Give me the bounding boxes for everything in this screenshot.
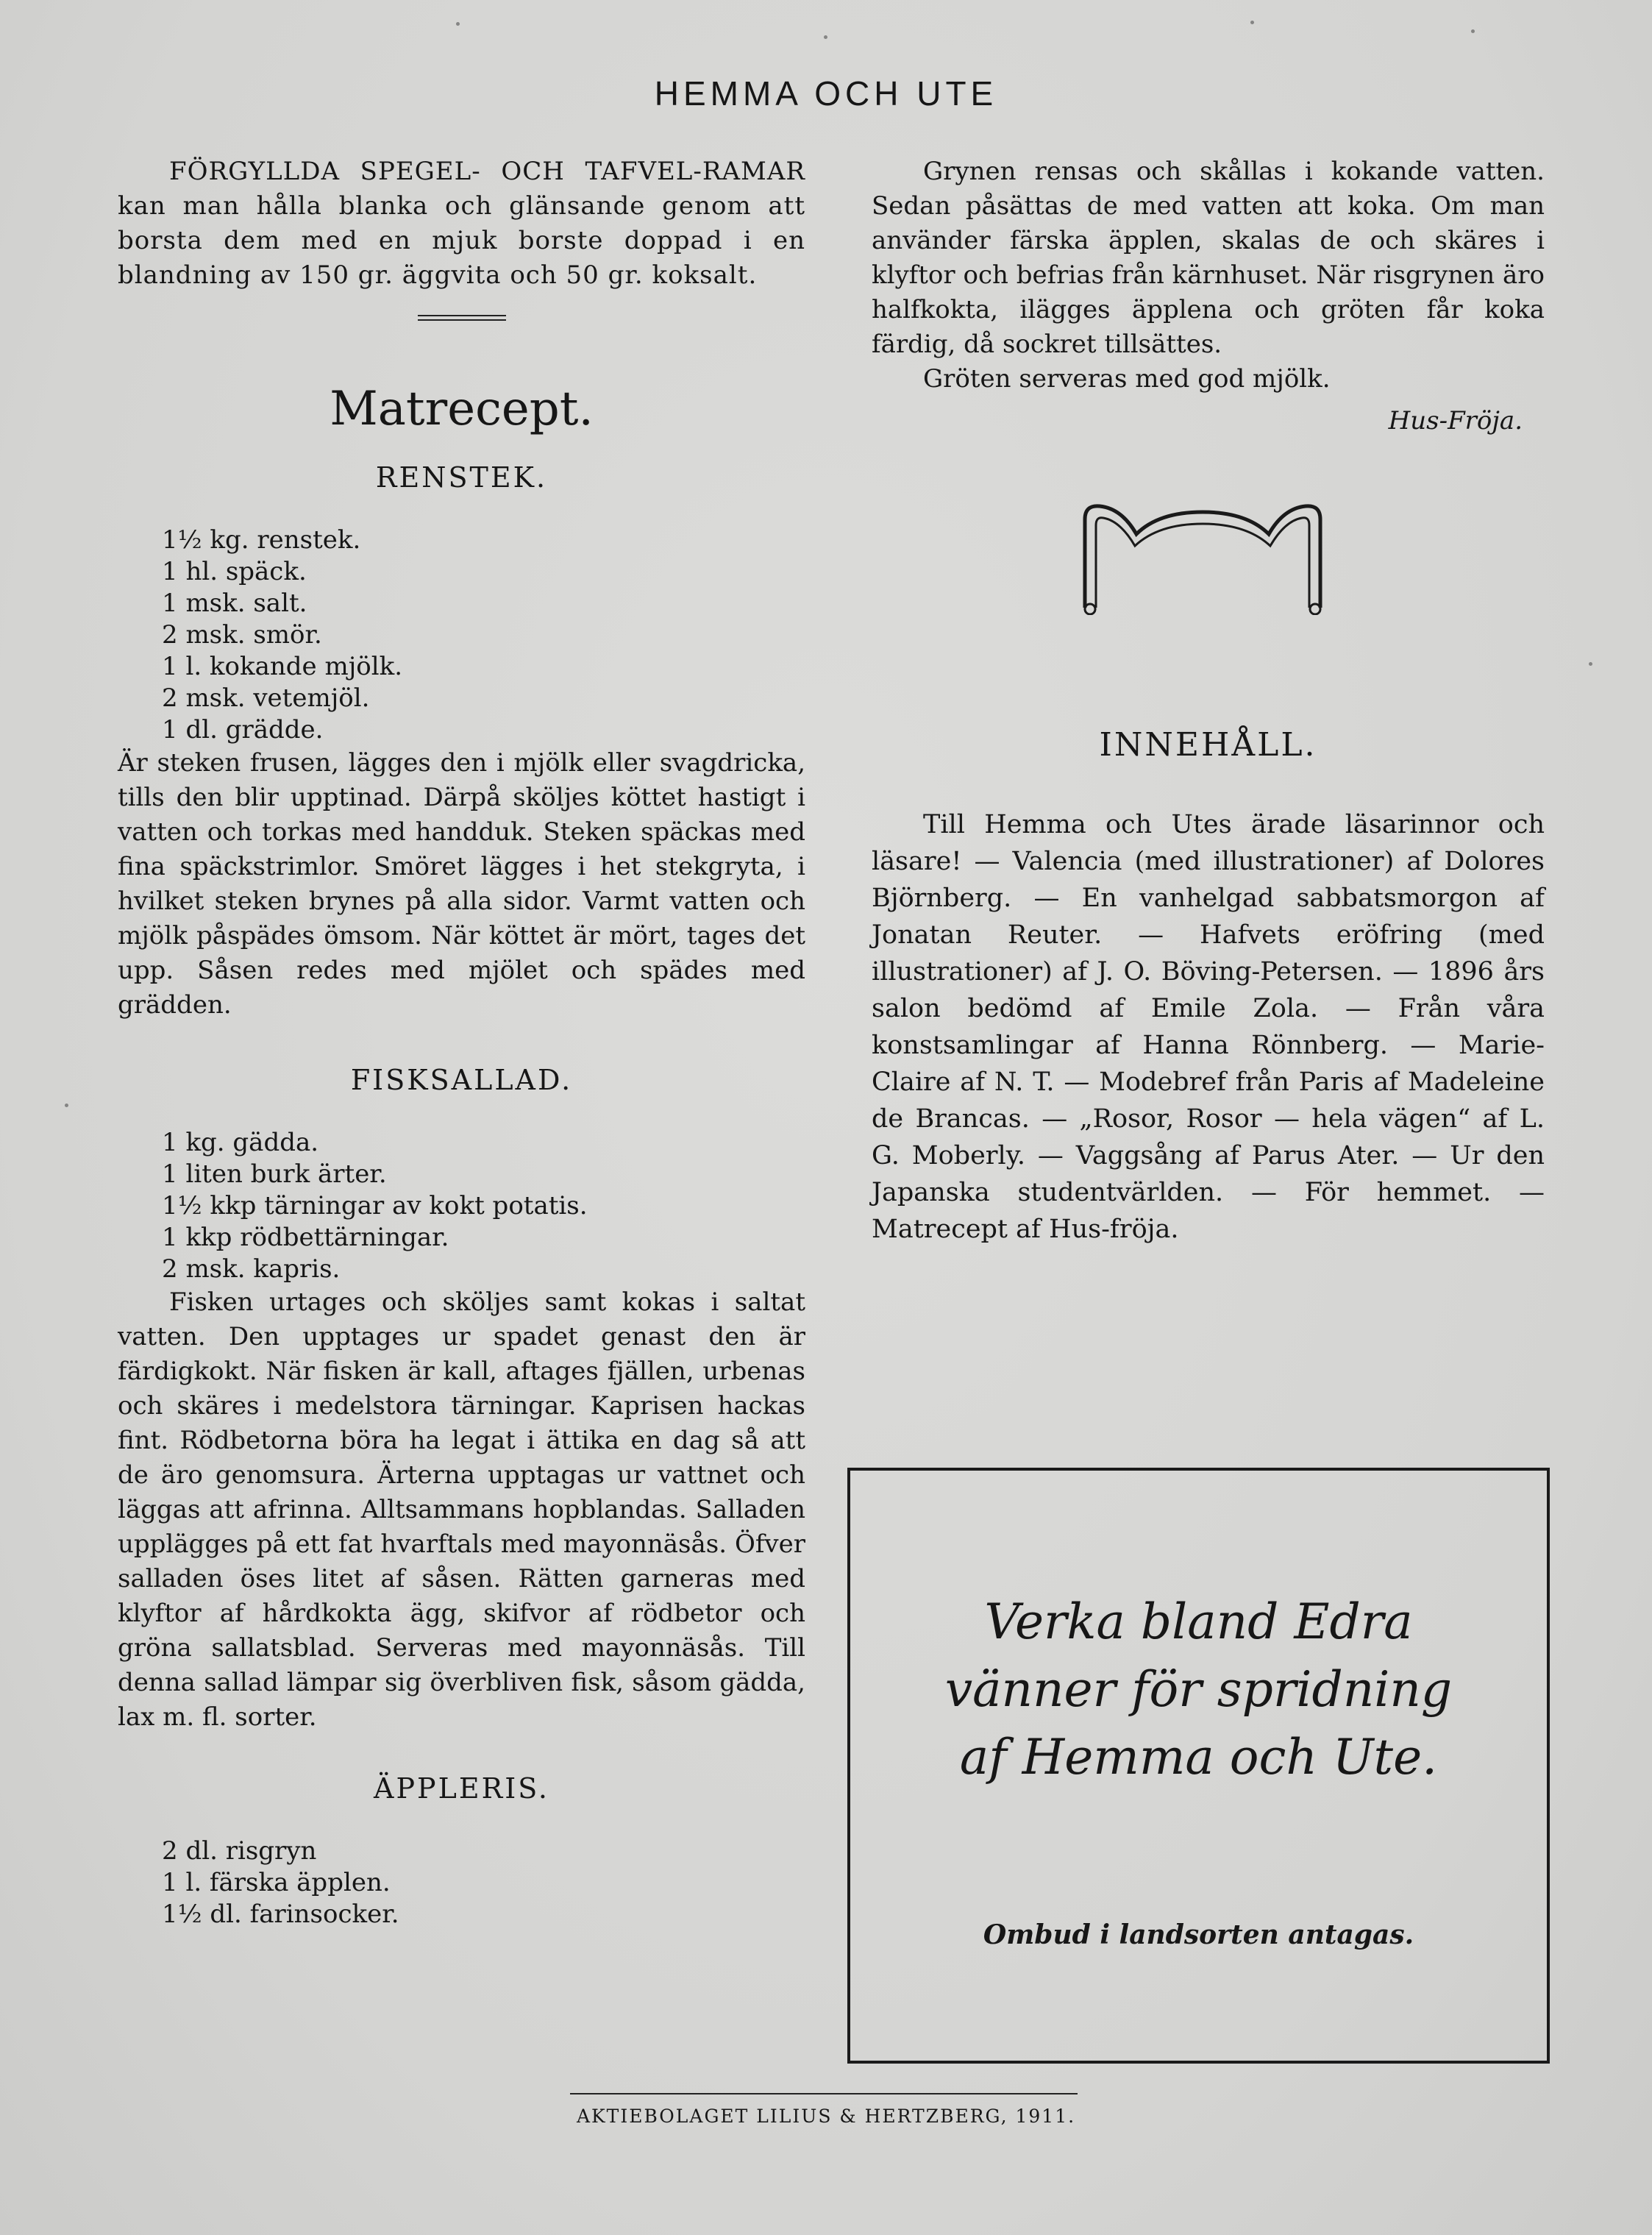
serving-note: Gröten serveras med god mjölk. — [923, 364, 1331, 394]
ingredient-item: 1½ kg. renstek. — [162, 525, 361, 555]
ingredient-item: 2 msk. vetemjöl. — [162, 683, 370, 713]
print-speck — [1589, 662, 1592, 666]
print-speck — [1250, 21, 1254, 24]
ad-headline-line: vänner för spridning — [944, 1661, 1453, 1718]
intro-paragraph: FÖRGYLLDA SPEGEL- OCH TAFVEL-RAMAR kan man hålla blanka och glänsande genom att borsta dem med en mjuk borste doppad i en blandning av 150 gr. äggvita och 50 gr. koksalt. — [118, 157, 805, 290]
signature: Hus-Fröja. — [1388, 406, 1523, 436]
print-speck — [65, 1104, 68, 1107]
ingredient-item: 1 liten burk ärter. — [162, 1159, 387, 1189]
colophon-rule — [570, 2093, 1078, 2094]
ingredient-item: 1 hl. späck. — [162, 557, 307, 586]
ingredient-item: 1 msk. salt. — [162, 589, 307, 618]
section-title: Matrecept. — [330, 382, 594, 436]
colophon: AKTIEBOLAGET LILIUS & HERTZBERG, 1911. — [576, 2106, 1076, 2127]
ingredient-item: 1 l. kokande mjölk. — [162, 652, 403, 681]
ingredient-list-renstek — [118, 525, 805, 746]
ad-headline-line: af Hemma och Ute. — [959, 1729, 1438, 1785]
ad-footer: Ombud i landsorten antagas. — [983, 1919, 1414, 1950]
section-divider — [418, 315, 506, 321]
ingredient-item: 1 dl. grädde. — [162, 715, 324, 745]
ingredient-item: 2 dl. risgryn — [162, 1836, 317, 1866]
toc-body: Till Hemma och Utes ärade läsarinnor och läsare! — Valencia (med illustrationer) af Dolores Björnberg. — En vanhelgad sabbatsmorgon af Jonatan Reuter. — Hafvets eröfring (med illustrationer) af J. O. Böving-Petersen. — 1896 års salon bedömd af Emile Zola. — Från våra konstsamlingar af Hanna Rönnberg. — Marie-Claire af N. T. — Modebref från Paris af Madeleine de Brancas. — „Rosor, Rosor — hela vägen“ af L. G. Moberly. — Vaggsång af Parus Ater. — Ur den Japanska studentvärlden. — För hemmet. — Matrecept af Hus-fröja. — [872, 810, 1545, 1244]
ingredient-list-fisksallad — [118, 1127, 805, 1285]
ingredient-item: 1 kkp rödbettärningar. — [162, 1223, 449, 1252]
ingredient-item: 1 kg. gädda. — [162, 1128, 319, 1157]
ad-headline-line: Verka bland Edra — [984, 1593, 1413, 1650]
print-speck — [824, 35, 827, 39]
advertisement-box — [847, 1468, 1550, 2064]
toc-title: INNEHÅLL. — [1099, 726, 1317, 764]
recipe-instructions-renstek: Är steken frusen, lägges den i mjölk eller svagdricka, tills den blir upptinad. Därpå sköljes köttet hastigt i vatten och torkas med handduk. Steken späckas med fina späckstrimlor. Smöret lägges i het stekgryta, i hvilket steken brynes på alla sidor. Varmt vatten och mjölk påspädes ömsom. När köttet är mört, tages det upp. Såsen redes med mjölet och spädes med grädden. — [118, 748, 805, 1020]
recipe-title-fisksallad: FISKSALLAD. — [350, 1064, 573, 1096]
right-column — [872, 154, 1545, 1248]
ingredient-item: 2 msk. kapris. — [162, 1254, 341, 1284]
ingredient-item: 1½ dl. farinsocker. — [162, 1900, 399, 1929]
recipe-title-renstek: RENSTEK. — [375, 461, 548, 494]
ingredient-list-appleris — [118, 1836, 805, 1930]
print-speck — [456, 22, 460, 26]
recipe-title-applerис: ÄPPLERIS. — [374, 1772, 549, 1805]
ornament-icon — [1070, 490, 1335, 615]
recipe-continuation: Grynen rensas och skållas i kokande vatten. Sedan påsättas de med vatten att koka. Om man använder färska äpplen, skalas de och skäres i klyftor och befrias från kärnhuset. När risgrynen äro halfkokta, ilägges äpplena och gröten får koka färdig, då sockret tillsättes. — [872, 157, 1545, 359]
recipe-instructions-fisksallad: Fisken urtages och sköljes samt kokas i saltat vatten. Den upptages ur spadet genast den är färdigkokt. När fisken är kall, aftages fjällen, urbenas och skäres i medelstora tärningar. Kaprisen hackas fint. Rödbetorna böra ha legat i ättika en dag så att de äro genomsura. Ärterna upptagas ur vattnet och läggas att afrinna. Alltsammans hopblandas. Salladen upplägges på ett fat hvarftals med mayonnäsås. Öfver salladen öses litet af såsen. Rätten garneras med klyftor af hårdkokta ägg, skifvor af rödbetor och gröna sallatsblad. Serveras med mayonnäsås. Till denna sallad lämpar sig överbliven fisk, såsom gädda, lax m. fl. sorter. — [118, 1287, 805, 1732]
print-speck — [1471, 29, 1475, 33]
left-column — [118, 154, 805, 1930]
ingredient-item: 1 l. färska äpplen. — [162, 1868, 391, 1897]
ad-headline — [850, 1588, 1547, 1791]
running-head: HEMMA OCH UTE — [654, 74, 998, 113]
ingredient-item: 1½ kkp tärningar av kokt potatis. — [162, 1191, 588, 1220]
ingredient-item: 2 msk. smör. — [162, 620, 322, 650]
